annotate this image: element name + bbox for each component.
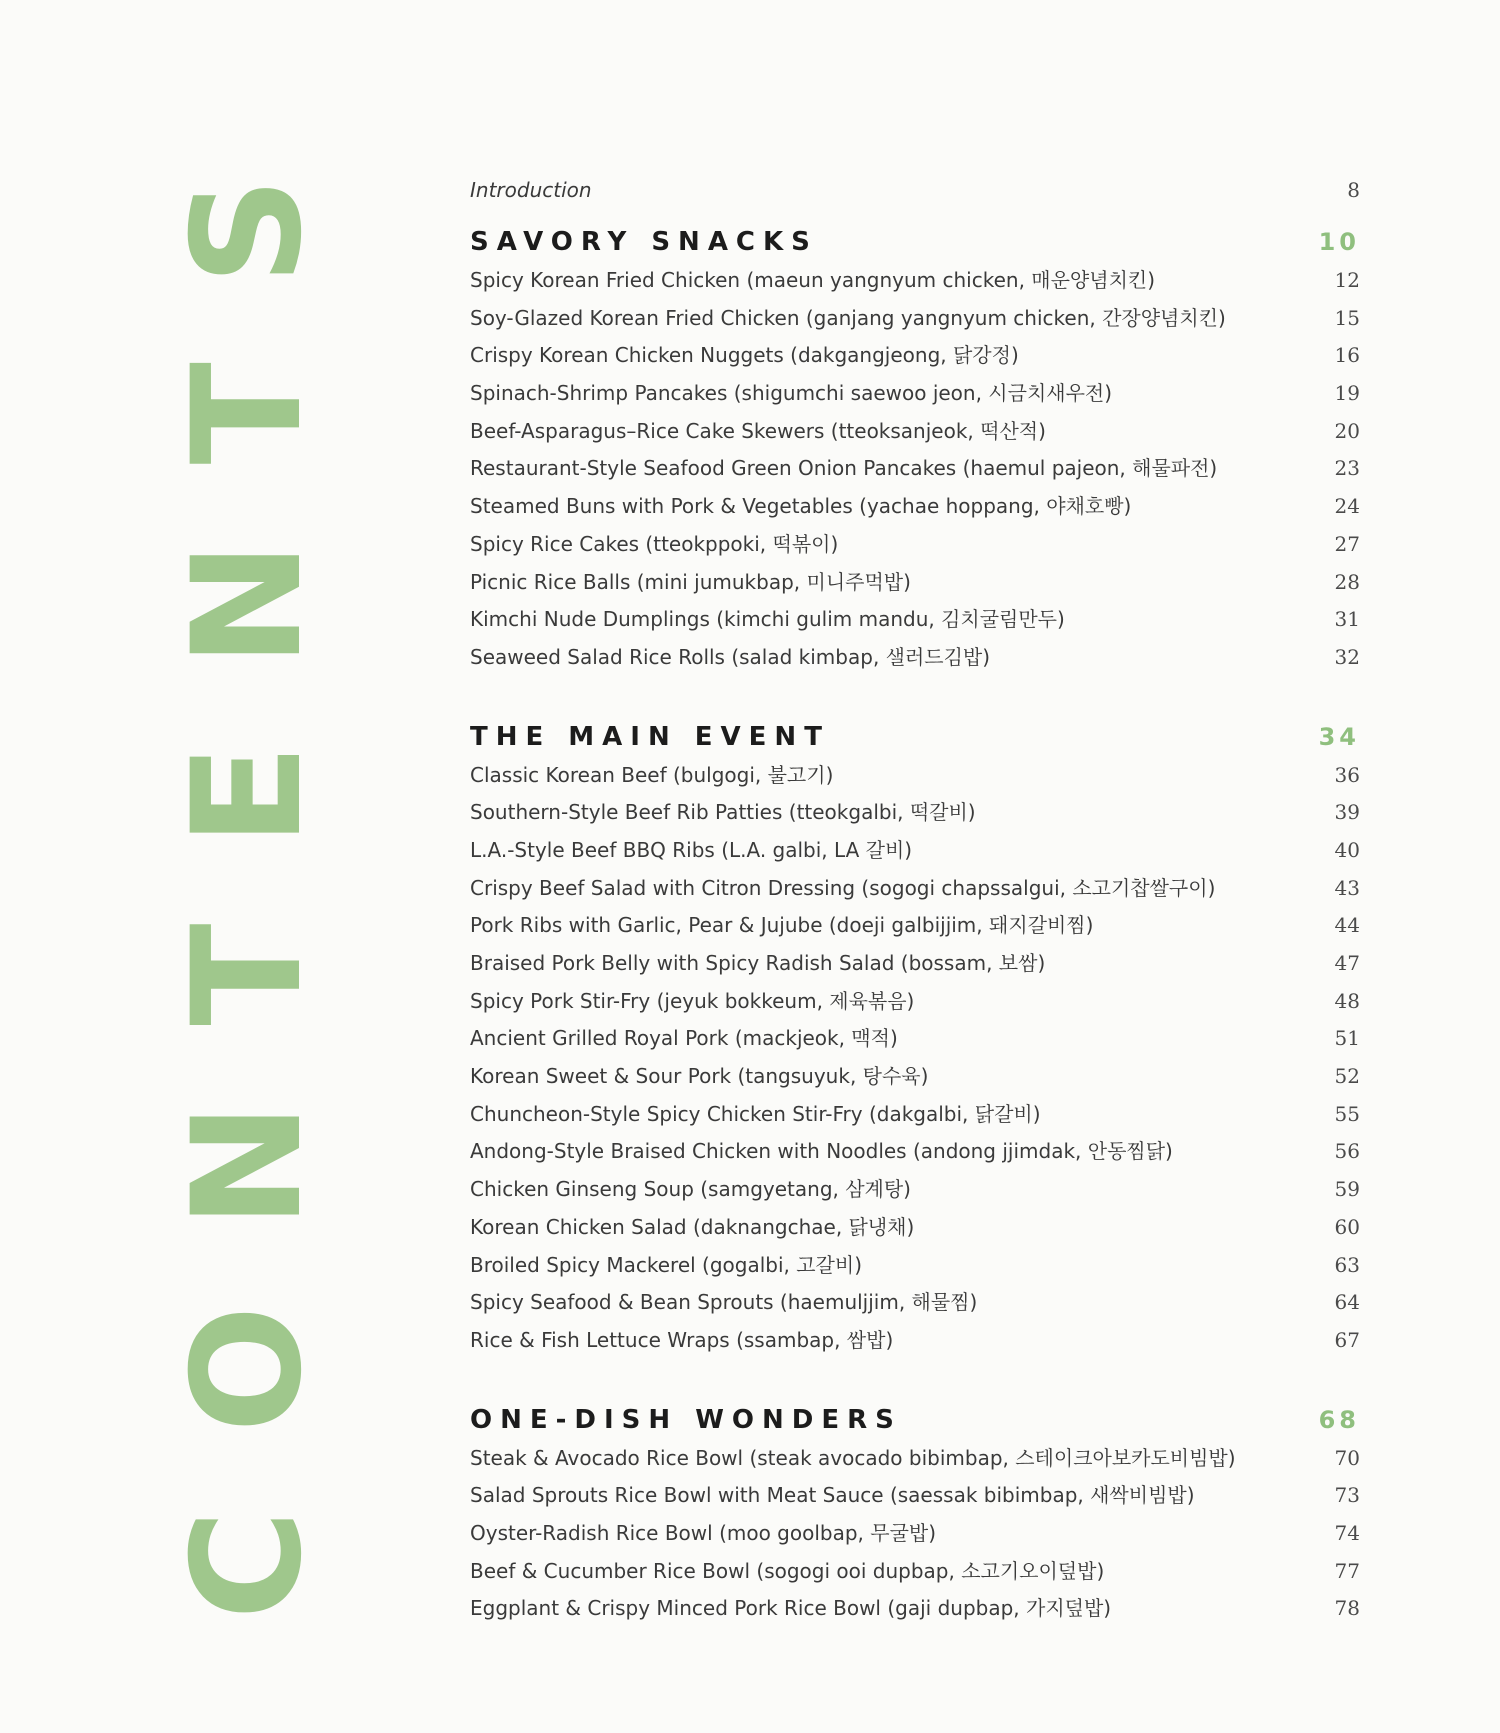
entry-title: Broiled Spicy Mackerel (gogalbi, 고갈비) xyxy=(470,1252,863,1277)
section-title: THE MAIN EVENT xyxy=(470,721,830,752)
toc-entry[interactable] xyxy=(470,1284,1360,1322)
toc-entry[interactable] xyxy=(470,1322,1360,1360)
entry-title: Steamed Buns with Pork & Vegetables (yachae hoppang, 야채호빵) xyxy=(470,494,1132,519)
toc-entry[interactable] xyxy=(470,983,1360,1021)
entry-page-number: 24 xyxy=(1334,494,1360,519)
toc-entry[interactable] xyxy=(470,1553,1360,1591)
entry-title: Steak & Avocado Rice Bowl (steak avocado bibimbap, 스테이크아보카도비빔밥) xyxy=(470,1445,1236,1470)
toc-sections xyxy=(470,222,1360,1628)
entry-title: Spicy Seafood & Bean Sprouts (haemuljjim, 해물찜) xyxy=(470,1290,978,1315)
entry-page-number: 40 xyxy=(1334,837,1360,862)
entry-title: Classic Korean Beef (bulgogi, 불고기) xyxy=(470,762,834,787)
entry-page-number: 51 xyxy=(1334,1026,1360,1051)
section-title: ONE-DISH WONDERS xyxy=(470,1404,902,1435)
toc-entry[interactable] xyxy=(470,1020,1360,1058)
toc-entry[interactable] xyxy=(470,1515,1360,1553)
toc-entry[interactable] xyxy=(470,1133,1360,1171)
entry-page-number: 55 xyxy=(1334,1101,1360,1126)
entry-page-number: 48 xyxy=(1334,988,1360,1013)
section-page-number: 10 xyxy=(1318,228,1360,256)
table-of-contents xyxy=(470,170,1360,1628)
entry-page-number: 23 xyxy=(1334,456,1360,481)
toc-entry[interactable] xyxy=(470,526,1360,564)
entry-title: Soy-Glazed Korean Fried Chicken (ganjang yangnyum chicken, 간장양념치킨) xyxy=(470,305,1226,330)
toc-entry[interactable] xyxy=(470,832,1360,870)
toc-entry[interactable] xyxy=(470,337,1360,375)
section-title: SAVORY SNACKS xyxy=(470,227,818,257)
entry-title: Spicy Pork Stir-Fry (jeyuk bokkeum, 제육볶음) xyxy=(470,988,915,1013)
toc-section xyxy=(470,717,1360,1360)
entry-title: Chicken Ginseng Soup (samgyetang, 삼계탕) xyxy=(470,1177,911,1202)
toc-entry[interactable] xyxy=(470,945,1360,983)
entry-page-number: 78 xyxy=(1334,1596,1360,1621)
entry-page-number: 31 xyxy=(1334,607,1360,632)
entry-page-number: 67 xyxy=(1334,1327,1360,1352)
toc-section xyxy=(470,222,1360,677)
toc-entry[interactable] xyxy=(470,1058,1360,1096)
toc-entry[interactable] xyxy=(470,488,1360,526)
entry-title: Ancient Grilled Royal Pork (mackjeok, 맥적) xyxy=(470,1026,898,1051)
toc-entry[interactable] xyxy=(470,601,1360,639)
entry-page-number: 19 xyxy=(1334,381,1360,406)
entry-title: Spinach-Shrimp Pancakes (shigumchi saewoo jeon, 시금치새우전) xyxy=(470,381,1113,406)
entry-page-number: 63 xyxy=(1334,1252,1360,1277)
toc-entry[interactable] xyxy=(470,1209,1360,1247)
entry-title: Spicy Rice Cakes (tteokppoki, 떡볶이) xyxy=(470,531,839,556)
entry-page-number: 27 xyxy=(1334,531,1360,556)
toc-section xyxy=(470,1400,1360,1628)
toc-entry[interactable] xyxy=(470,450,1360,488)
entry-title: Chuncheon-Style Spicy Chicken Stir-Fry (dakgalbi, 닭갈비) xyxy=(470,1101,1041,1126)
entry-title: L.A.-Style Beef BBQ Ribs (L.A. galbi, LA 갈비) xyxy=(470,837,913,862)
toc-entry[interactable] xyxy=(470,907,1360,945)
entry-title: Kimchi Nude Dumplings (kimchi gulim mandu, 김치굴림만두) xyxy=(470,607,1065,632)
entry-page-number: 73 xyxy=(1334,1483,1360,1508)
entry-title: Salad Sprouts Rice Bowl with Meat Sauce (saessak bibimbap, 새싹비빔밥) xyxy=(470,1483,1195,1508)
entry-title: Seaweed Salad Rice Rolls (salad kimbap, 샐러드김밥) xyxy=(470,644,991,669)
entry-title: Picnic Rice Balls (mini jumukbap, 미니주먹밥) xyxy=(470,569,911,594)
entry-title: Korean Sweet & Sour Pork (tangsuyuk, 탕수육) xyxy=(470,1064,929,1089)
entry-page-number: 47 xyxy=(1334,951,1360,975)
entry-page-number: 77 xyxy=(1334,1558,1360,1583)
toc-entry[interactable] xyxy=(470,300,1360,338)
entry-page-number: 44 xyxy=(1334,913,1360,938)
entry-title: Pork Ribs with Garlic, Pear & Jujube (doeji galbijjim, 돼지갈비찜) xyxy=(470,913,1094,938)
section-spacer xyxy=(470,1360,1360,1400)
toc-intro-entry[interactable] xyxy=(470,170,1360,210)
entry-title: Restaurant-Style Seafood Green Onion Pancakes (haemul pajeon, 해물파전) xyxy=(470,456,1218,481)
entry-title: Crispy Korean Chicken Nuggets (dakgangjeong, 닭강정) xyxy=(470,343,1019,368)
entry-page-number: 20 xyxy=(1334,418,1360,443)
section-heading[interactable] xyxy=(470,717,1360,757)
entry-title: Southern-Style Beef Rib Patties (tteokgalbi, 떡갈비) xyxy=(470,800,976,825)
toc-entry[interactable] xyxy=(470,564,1360,602)
toc-entry[interactable] xyxy=(470,794,1360,832)
toc-entry[interactable] xyxy=(470,1096,1360,1134)
intro-page-number: 8 xyxy=(1347,178,1360,202)
entry-page-number: 74 xyxy=(1334,1520,1360,1545)
entry-page-number: 60 xyxy=(1334,1214,1360,1239)
section-page-number: 34 xyxy=(1318,722,1360,751)
entry-page-number: 16 xyxy=(1334,343,1360,368)
entry-page-number: 15 xyxy=(1334,305,1360,330)
toc-entry[interactable] xyxy=(470,1477,1360,1515)
toc-entry[interactable] xyxy=(470,1590,1360,1628)
entry-title: Eggplant & Crispy Minced Pork Rice Bowl (gaji dupbap, 가지덮밥) xyxy=(470,1596,1112,1621)
entry-title: Beef & Cucumber Rice Bowl (sogogi ooi dupbap, 소고기오이덮밥) xyxy=(470,1558,1105,1583)
toc-entry[interactable] xyxy=(470,1440,1360,1478)
entry-title: Crispy Beef Salad with Citron Dressing (sogogi chapssalgui, 소고기찹쌀구이) xyxy=(470,875,1216,900)
entry-page-number: 70 xyxy=(1334,1445,1360,1470)
entry-title: Rice & Fish Lettuce Wraps (ssambap, 쌈밥) xyxy=(470,1327,894,1352)
toc-entry[interactable] xyxy=(470,870,1360,908)
section-page-number: 68 xyxy=(1318,1405,1360,1434)
entry-page-number: 28 xyxy=(1334,569,1360,594)
entry-page-number: 39 xyxy=(1334,800,1360,825)
entry-title: Spicy Korean Fried Chicken (maeun yangnyum chicken, 매운양념치킨) xyxy=(470,268,1156,292)
toc-entry[interactable] xyxy=(470,262,1360,300)
entry-title: Beef-Asparagus–Rice Cake Skewers (tteoksanjeok, 떡산적) xyxy=(470,418,1046,443)
entry-page-number: 56 xyxy=(1334,1139,1360,1164)
entry-title: Andong-Style Braised Chicken with Noodles (andong jjimdak, 안동찜닭) xyxy=(470,1139,1173,1164)
entry-page-number: 12 xyxy=(1334,268,1360,292)
entry-title: Oyster-Radish Rice Bowl (moo goolbap, 무굴밥) xyxy=(470,1520,937,1545)
toc-entry[interactable] xyxy=(470,757,1360,795)
entry-title: Korean Chicken Salad (daknangchae, 닭냉채) xyxy=(470,1214,915,1239)
entry-page-number: 43 xyxy=(1334,875,1360,900)
contents-title-text: CONTENTS xyxy=(161,100,335,1620)
toc-entry[interactable] xyxy=(470,375,1360,413)
entry-page-number: 32 xyxy=(1334,644,1360,669)
toc-entry[interactable] xyxy=(470,639,1360,677)
entry-page-number: 36 xyxy=(1334,762,1360,787)
entry-page-number: 64 xyxy=(1334,1290,1360,1315)
entry-title: Braised Pork Belly with Spicy Radish Salad (bossam, 보쌈) xyxy=(470,951,1046,975)
toc-entry[interactable] xyxy=(470,1247,1360,1285)
section-heading[interactable] xyxy=(470,1400,1360,1440)
section-spacer xyxy=(470,677,1360,717)
toc-entry[interactable] xyxy=(470,413,1360,451)
toc-entry[interactable] xyxy=(470,1171,1360,1209)
section-heading[interactable] xyxy=(470,222,1360,262)
entry-page-number: 59 xyxy=(1334,1177,1360,1202)
entry-page-number: 52 xyxy=(1334,1064,1360,1089)
intro-title: Introduction xyxy=(470,178,592,202)
